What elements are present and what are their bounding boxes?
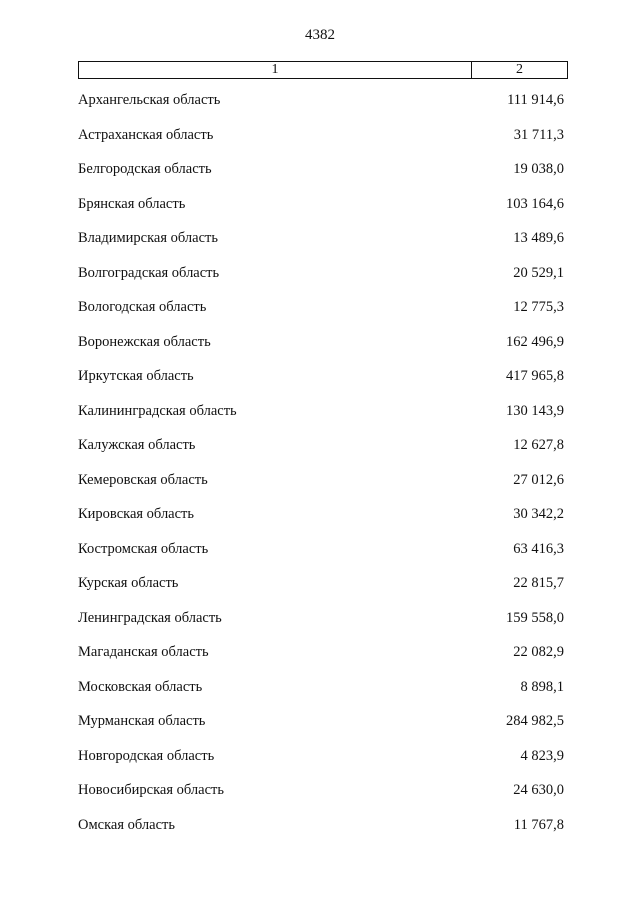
region-value: 22 082,9 (513, 644, 564, 660)
region-value: 11 767,8 (513, 816, 564, 833)
region-name: Омская область (78, 816, 175, 833)
table-row (78, 575, 568, 610)
table-row (78, 748, 568, 783)
table-row (78, 127, 568, 162)
region-name: Костромская область (78, 540, 209, 557)
region-value: 63 416,3 (513, 540, 564, 557)
table-row (78, 92, 568, 127)
region-value: 103 164,6 (506, 195, 564, 212)
region-value: 111 914,6 (507, 92, 564, 108)
region-value: 22 815,7 (513, 575, 564, 591)
region-name: Новосибирская область (78, 782, 224, 798)
region-name: Брянская область (78, 195, 186, 212)
table-header (78, 61, 568, 79)
table-body (78, 92, 568, 851)
region-value: 19 038,0 (513, 161, 564, 177)
table-row (78, 230, 568, 265)
region-name: Московская область (78, 678, 203, 695)
region-name: Кемеровская область (78, 471, 208, 488)
region-name: Вологодская область (78, 299, 207, 315)
region-name: Владимирская область (78, 230, 218, 246)
region-value: 24 630,0 (513, 782, 564, 798)
table-row (78, 299, 568, 334)
region-value: 159 558,0 (506, 609, 564, 626)
region-name: Мурманская область (78, 713, 206, 729)
region-name: Калужская область (78, 437, 196, 453)
region-value: 31 711,3 (513, 126, 564, 143)
table-row (78, 161, 568, 196)
table-row (78, 472, 568, 507)
region-name: Магаданская область (78, 644, 209, 660)
table-row (78, 334, 568, 369)
region-name: Курская область (78, 575, 179, 591)
region-value: 284 982,5 (506, 713, 564, 729)
table-row (78, 817, 568, 852)
table-row (78, 679, 568, 714)
region-value: 30 342,2 (513, 506, 564, 522)
table-row (78, 368, 568, 403)
region-name: Белгородская область (78, 161, 212, 177)
header-column-1: 1 (79, 62, 472, 78)
table-row (78, 713, 568, 748)
page-number: 4382 (305, 27, 335, 43)
table-row (78, 196, 568, 231)
region-value: 12 775,3 (513, 299, 564, 315)
region-name: Калининградская область (78, 402, 237, 419)
table-row (78, 265, 568, 300)
region-value: 417 965,8 (506, 368, 564, 384)
table-row (78, 644, 568, 679)
table-row (78, 541, 568, 576)
table-row (78, 403, 568, 438)
region-value: 12 627,8 (513, 437, 564, 453)
region-name: Волгоградская область (78, 264, 220, 281)
region-name: Ленинградская область (78, 609, 222, 626)
region-value: 27 012,6 (513, 471, 564, 488)
region-value: 20 529,1 (513, 264, 564, 281)
header-column-2: 2 (516, 62, 523, 77)
region-name: Астраханская область (78, 126, 214, 143)
region-name: Кировская область (78, 506, 195, 522)
region-name: Иркутская область (78, 368, 194, 384)
region-value: 130 143,9 (506, 402, 564, 419)
region-name: Архангельская область (78, 92, 221, 108)
region-value: 13 489,6 (513, 230, 564, 246)
table-row (78, 437, 568, 472)
region-value: 162 496,9 (506, 333, 564, 350)
region-value: 8 898,1 (520, 678, 564, 695)
region-name: Новгородская область (78, 747, 215, 764)
region-name: Воронежская область (78, 333, 211, 350)
table-row (78, 610, 568, 645)
table-row (78, 782, 568, 817)
region-value: 4 823,9 (520, 747, 564, 764)
table-row (78, 506, 568, 541)
